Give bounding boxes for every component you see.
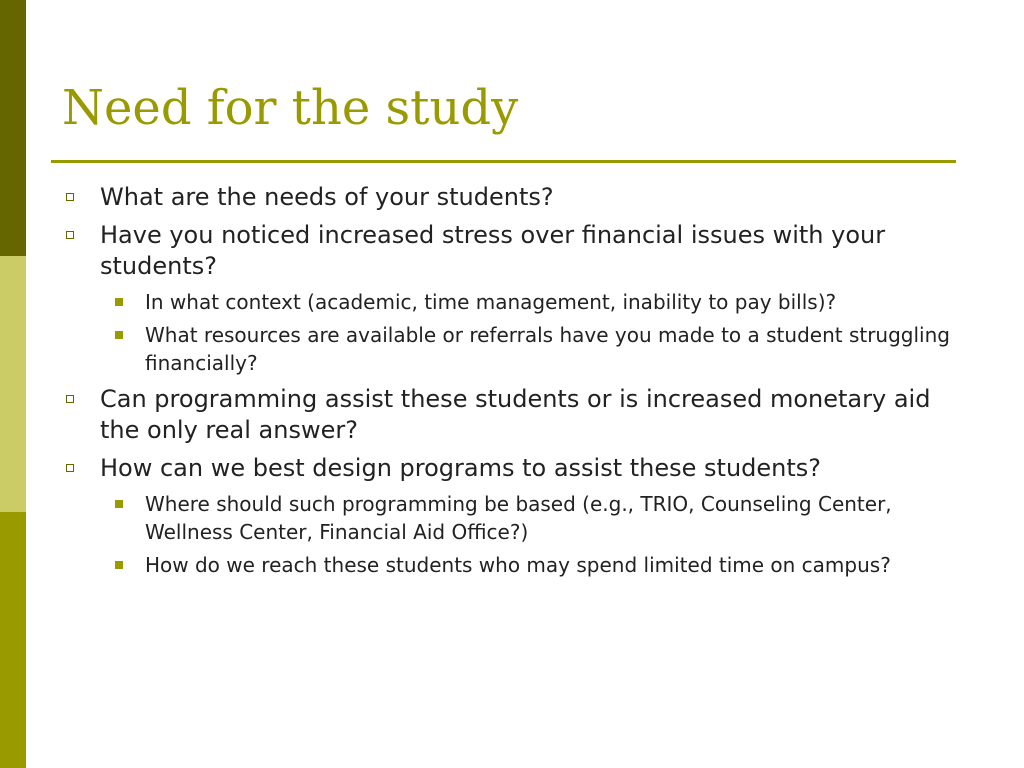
filled-square-icon [115, 331, 123, 339]
filled-square-icon [115, 298, 123, 306]
bullet-item [62, 384, 967, 446]
bullet-item [62, 220, 967, 377]
bullet-text: How can we best design programs to assist these students? [100, 454, 822, 482]
slide-title: Need for the study [62, 80, 519, 136]
title-divider [51, 160, 956, 163]
sub-bullet-list [100, 288, 967, 377]
bullet-text: Have you noticed increased stress over financial issues with your students? [100, 221, 886, 280]
hollow-square-icon [66, 231, 74, 239]
bullet-list [62, 182, 967, 586]
sub-bullet-item [62, 321, 967, 377]
hollow-square-icon [66, 395, 74, 403]
side-accent-bar [0, 0, 26, 768]
sub-bullet-text: In what context (academic, time management, inability to pay bills)? [145, 290, 837, 314]
hollow-square-icon [66, 193, 74, 201]
bullet-item [62, 453, 967, 579]
sub-bullet-text: How do we reach these students who may spend limited time on campus? [145, 553, 891, 577]
sub-bullet-text: Where should such programming be based (e.g., TRIO, Counseling Center, Wellness Center, Financial Aid Office?) [145, 492, 892, 544]
bullet-item [62, 182, 967, 213]
sub-bullet-item [62, 490, 967, 546]
sub-bullet-item [62, 551, 967, 579]
side-bar-bottom-segment [0, 512, 26, 768]
sub-bullet-list [100, 490, 967, 579]
bullet-text: Can programming assist these students or is increased monetary aid the only real answer? [100, 385, 931, 444]
sub-bullet-item [62, 288, 967, 316]
side-bar-top-segment [0, 0, 26, 256]
filled-square-icon [115, 561, 123, 569]
sub-bullet-text: What resources are available or referrals have you made to a student struggling financially? [145, 323, 950, 375]
filled-square-icon [115, 500, 123, 508]
hollow-square-icon [66, 464, 74, 472]
bullet-text: What are the needs of your students? [100, 183, 554, 211]
side-bar-middle-segment [0, 256, 26, 512]
